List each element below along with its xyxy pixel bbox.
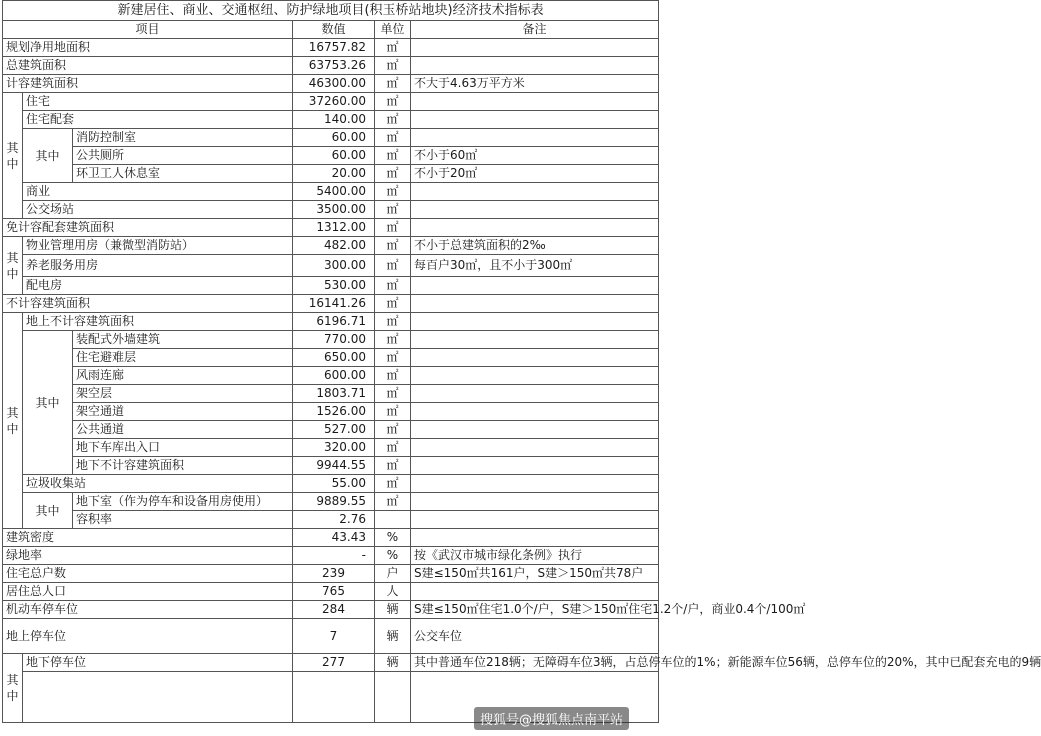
row-unit: ㎡ (375, 39, 411, 57)
row-unit: ㎡ (375, 439, 411, 457)
row-value: 7 (293, 619, 375, 654)
table-row (3, 129, 659, 147)
row-label: 建筑密度 (3, 529, 293, 547)
row-label: 消防控制室 (73, 129, 293, 147)
row-note (411, 583, 659, 601)
row-unit: 户 (375, 565, 411, 583)
row-unit: ㎡ (375, 403, 411, 421)
table-title: 新建居住、商业、交通枢纽、防护绿地项目(积玉桥站地块)经济技术指标表 (3, 1, 659, 21)
row-note: S建≤150㎡住宅1.0个/户，S建＞150㎡住宅1.2个/户，商业0.4个/100㎡ (411, 601, 659, 619)
row-unit: ㎡ (375, 385, 411, 403)
row-note (411, 457, 659, 475)
row-label: 绿地率 (3, 547, 293, 565)
row-label: 地下室（作为停车和设备用房使用） (73, 493, 293, 511)
row-unit: ㎡ (375, 57, 411, 75)
row-label: 住宅避难层 (73, 349, 293, 367)
row-value (293, 672, 375, 723)
row-note (411, 367, 659, 385)
header-row (3, 21, 659, 39)
row-label: 风雨连廊 (73, 367, 293, 385)
row-note (411, 129, 659, 147)
row-note: 不大于4.63万平方米 (411, 75, 659, 93)
group-label-1: 其中 (3, 93, 23, 219)
row-note (411, 111, 659, 129)
row-value: 16141.26 (293, 295, 375, 313)
row-value: 60.00 (293, 129, 375, 147)
row-label: 地上不计容建筑面积 (23, 313, 293, 331)
watermark: 搜狐号@搜狐焦点南平站 (474, 707, 629, 730)
row-value: 530.00 (293, 277, 375, 295)
row-value: 20.00 (293, 165, 375, 183)
row-value: 482.00 (293, 237, 375, 255)
row-unit: ㎡ (375, 313, 411, 331)
row-note (411, 331, 659, 349)
row-label: 容积率 (73, 511, 293, 529)
group-label-4: 其中 (3, 654, 23, 723)
group-label-3: 其中 (3, 313, 23, 529)
table-row (3, 147, 659, 165)
table-row (3, 529, 659, 547)
row-unit: ㎡ (375, 201, 411, 219)
row-value: 765 (293, 583, 375, 601)
row-value: 16757.82 (293, 39, 375, 57)
row-label: 免计容配套建筑面积 (3, 219, 293, 237)
row-unit: ㎡ (375, 457, 411, 475)
row-value: 2.76 (293, 511, 375, 529)
row-label: 规划净用地面积 (3, 39, 293, 57)
row-value: 1803.71 (293, 385, 375, 403)
row-label: 配电房 (23, 277, 293, 295)
table-row (3, 547, 659, 565)
row-label: 公共厕所 (73, 147, 293, 165)
row-value: 239 (293, 565, 375, 583)
table-row (3, 295, 659, 313)
subgroup-label-2: 其中 (23, 331, 73, 475)
row-unit: ㎡ (375, 255, 411, 277)
row-label: 机动车停车位 (3, 601, 293, 619)
row-unit: 辆 (375, 601, 411, 619)
row-label: 商业 (23, 183, 293, 201)
row-label: 地下车库出入口 (73, 439, 293, 457)
row-note (411, 57, 659, 75)
row-label: 环卫工人休息室 (73, 165, 293, 183)
table-row (3, 439, 659, 457)
row-value: 1526.00 (293, 403, 375, 421)
row-unit: ㎡ (375, 183, 411, 201)
row-label: 居住总人口 (3, 583, 293, 601)
row-note: 其中普通车位218辆；无障碍车位3辆，占总停车位的1%；新能源车位56辆，总停车位的20%，其中已配套充电的9辆 (411, 654, 659, 672)
row-note (411, 511, 659, 529)
row-note (411, 529, 659, 547)
table-row (3, 277, 659, 295)
row-unit (375, 511, 411, 529)
row-value: 43.43 (293, 529, 375, 547)
row-label: 养老服务用房 (23, 255, 293, 277)
row-unit: 辆 (375, 619, 411, 654)
table-row (3, 183, 659, 201)
row-value: 6196.71 (293, 313, 375, 331)
row-value: 37260.00 (293, 93, 375, 111)
table-title-row (3, 1, 659, 21)
row-unit (375, 672, 411, 723)
table-row (3, 619, 659, 654)
table-row (3, 601, 659, 619)
table-row (3, 421, 659, 439)
row-value: 55.00 (293, 475, 375, 493)
table-row (3, 367, 659, 385)
row-value: - (293, 547, 375, 565)
table-row (3, 583, 659, 601)
row-note (411, 385, 659, 403)
row-value: 46300.00 (293, 75, 375, 93)
row-value: 300.00 (293, 255, 375, 277)
table-row (3, 403, 659, 421)
row-value: 9944.55 (293, 457, 375, 475)
row-value: 3500.00 (293, 201, 375, 219)
group-label-2: 其中 (3, 237, 23, 295)
row-unit: ㎡ (375, 165, 411, 183)
row-unit: % (375, 547, 411, 565)
row-label: 住宅 (23, 93, 293, 111)
row-value: 277 (293, 654, 375, 672)
row-label: 住宅总户数 (3, 565, 293, 583)
table-row (3, 75, 659, 93)
row-value: 140.00 (293, 111, 375, 129)
row-value: 284 (293, 601, 375, 619)
row-label: 装配式外墙建筑 (73, 331, 293, 349)
row-note: S建≤150㎡共161户，S建＞150㎡共78户 (411, 565, 659, 583)
row-unit: ㎡ (375, 421, 411, 439)
row-label: 物业管理用房（兼微型消防站） (23, 237, 293, 255)
row-note: 按《武汉市城市绿化条例》执行 (411, 547, 659, 565)
row-label: 地下不计容建筑面积 (73, 457, 293, 475)
row-note (411, 39, 659, 57)
row-note (411, 183, 659, 201)
row-note (411, 493, 659, 511)
subgroup-label-1: 其中 (23, 129, 73, 183)
row-label: 公交场站 (23, 201, 293, 219)
row-note (411, 201, 659, 219)
row-label (23, 672, 293, 723)
table-row (3, 57, 659, 75)
row-note (411, 349, 659, 367)
row-note (411, 421, 659, 439)
row-label: 架空层 (73, 385, 293, 403)
table-row (3, 237, 659, 255)
row-value: 5400.00 (293, 183, 375, 201)
row-value: 650.00 (293, 349, 375, 367)
row-note (411, 277, 659, 295)
row-note (411, 219, 659, 237)
row-note (411, 93, 659, 111)
row-note: 不小于总建筑面积的2‰ (411, 237, 659, 255)
row-note (411, 439, 659, 457)
row-note (411, 295, 659, 313)
row-note: 不小于60㎡ (411, 147, 659, 165)
row-label: 不计容建筑面积 (3, 295, 293, 313)
row-label: 架空通道 (73, 403, 293, 421)
row-label: 总建筑面积 (3, 57, 293, 75)
row-unit: ㎡ (375, 237, 411, 255)
row-note (411, 313, 659, 331)
table-row (3, 565, 659, 583)
row-note: 每百户30㎡，且不小于300㎡ (411, 255, 659, 277)
row-unit: ㎡ (375, 277, 411, 295)
row-unit: 辆 (375, 654, 411, 672)
row-value: 600.00 (293, 367, 375, 385)
row-note: 公交车位 (411, 619, 659, 654)
col-header-unit: 单位 (375, 21, 411, 39)
row-unit: ㎡ (375, 147, 411, 165)
row-unit: ㎡ (375, 75, 411, 93)
row-unit: ㎡ (375, 493, 411, 511)
table-row (3, 111, 659, 129)
table-row (3, 93, 659, 111)
table-row (3, 201, 659, 219)
table-row (3, 255, 659, 277)
table-row (3, 349, 659, 367)
row-unit: % (375, 529, 411, 547)
subgroup-label-3: 其中 (23, 493, 73, 529)
table-row (3, 39, 659, 57)
table-row (3, 475, 659, 493)
row-label: 地上停车位 (3, 619, 293, 654)
row-note (411, 475, 659, 493)
row-value: 527.00 (293, 421, 375, 439)
row-unit: ㎡ (375, 219, 411, 237)
row-note (411, 403, 659, 421)
table-row (3, 219, 659, 237)
indicator-table (2, 0, 1041, 723)
table-row (3, 511, 659, 529)
row-value: 60.00 (293, 147, 375, 165)
row-note: 不小于20㎡ (411, 165, 659, 183)
row-unit: 人 (375, 583, 411, 601)
row-unit: ㎡ (375, 295, 411, 313)
row-value: 770.00 (293, 331, 375, 349)
table-row (3, 313, 659, 331)
table-row (3, 165, 659, 183)
table-row (3, 654, 659, 672)
col-header-value: 数值 (293, 21, 375, 39)
row-unit: ㎡ (375, 129, 411, 147)
row-unit: ㎡ (375, 349, 411, 367)
row-label: 垃圾收集站 (23, 475, 293, 493)
row-label: 计容建筑面积 (3, 75, 293, 93)
row-value: 320.00 (293, 439, 375, 457)
row-label: 地下停车位 (23, 654, 293, 672)
table-row (3, 493, 659, 511)
row-unit: ㎡ (375, 475, 411, 493)
row-value: 1312.00 (293, 219, 375, 237)
col-header-item: 项目 (3, 21, 293, 39)
row-value: 9889.55 (293, 493, 375, 511)
row-unit: ㎡ (375, 93, 411, 111)
table-row (3, 385, 659, 403)
col-header-note: 备注 (411, 21, 659, 39)
row-unit: ㎡ (375, 331, 411, 349)
table-row (3, 331, 659, 349)
row-label: 公共通道 (73, 421, 293, 439)
table-row (3, 457, 659, 475)
row-unit: ㎡ (375, 111, 411, 129)
row-value: 63753.26 (293, 57, 375, 75)
row-label: 住宅配套 (23, 111, 293, 129)
row-unit: ㎡ (375, 367, 411, 385)
